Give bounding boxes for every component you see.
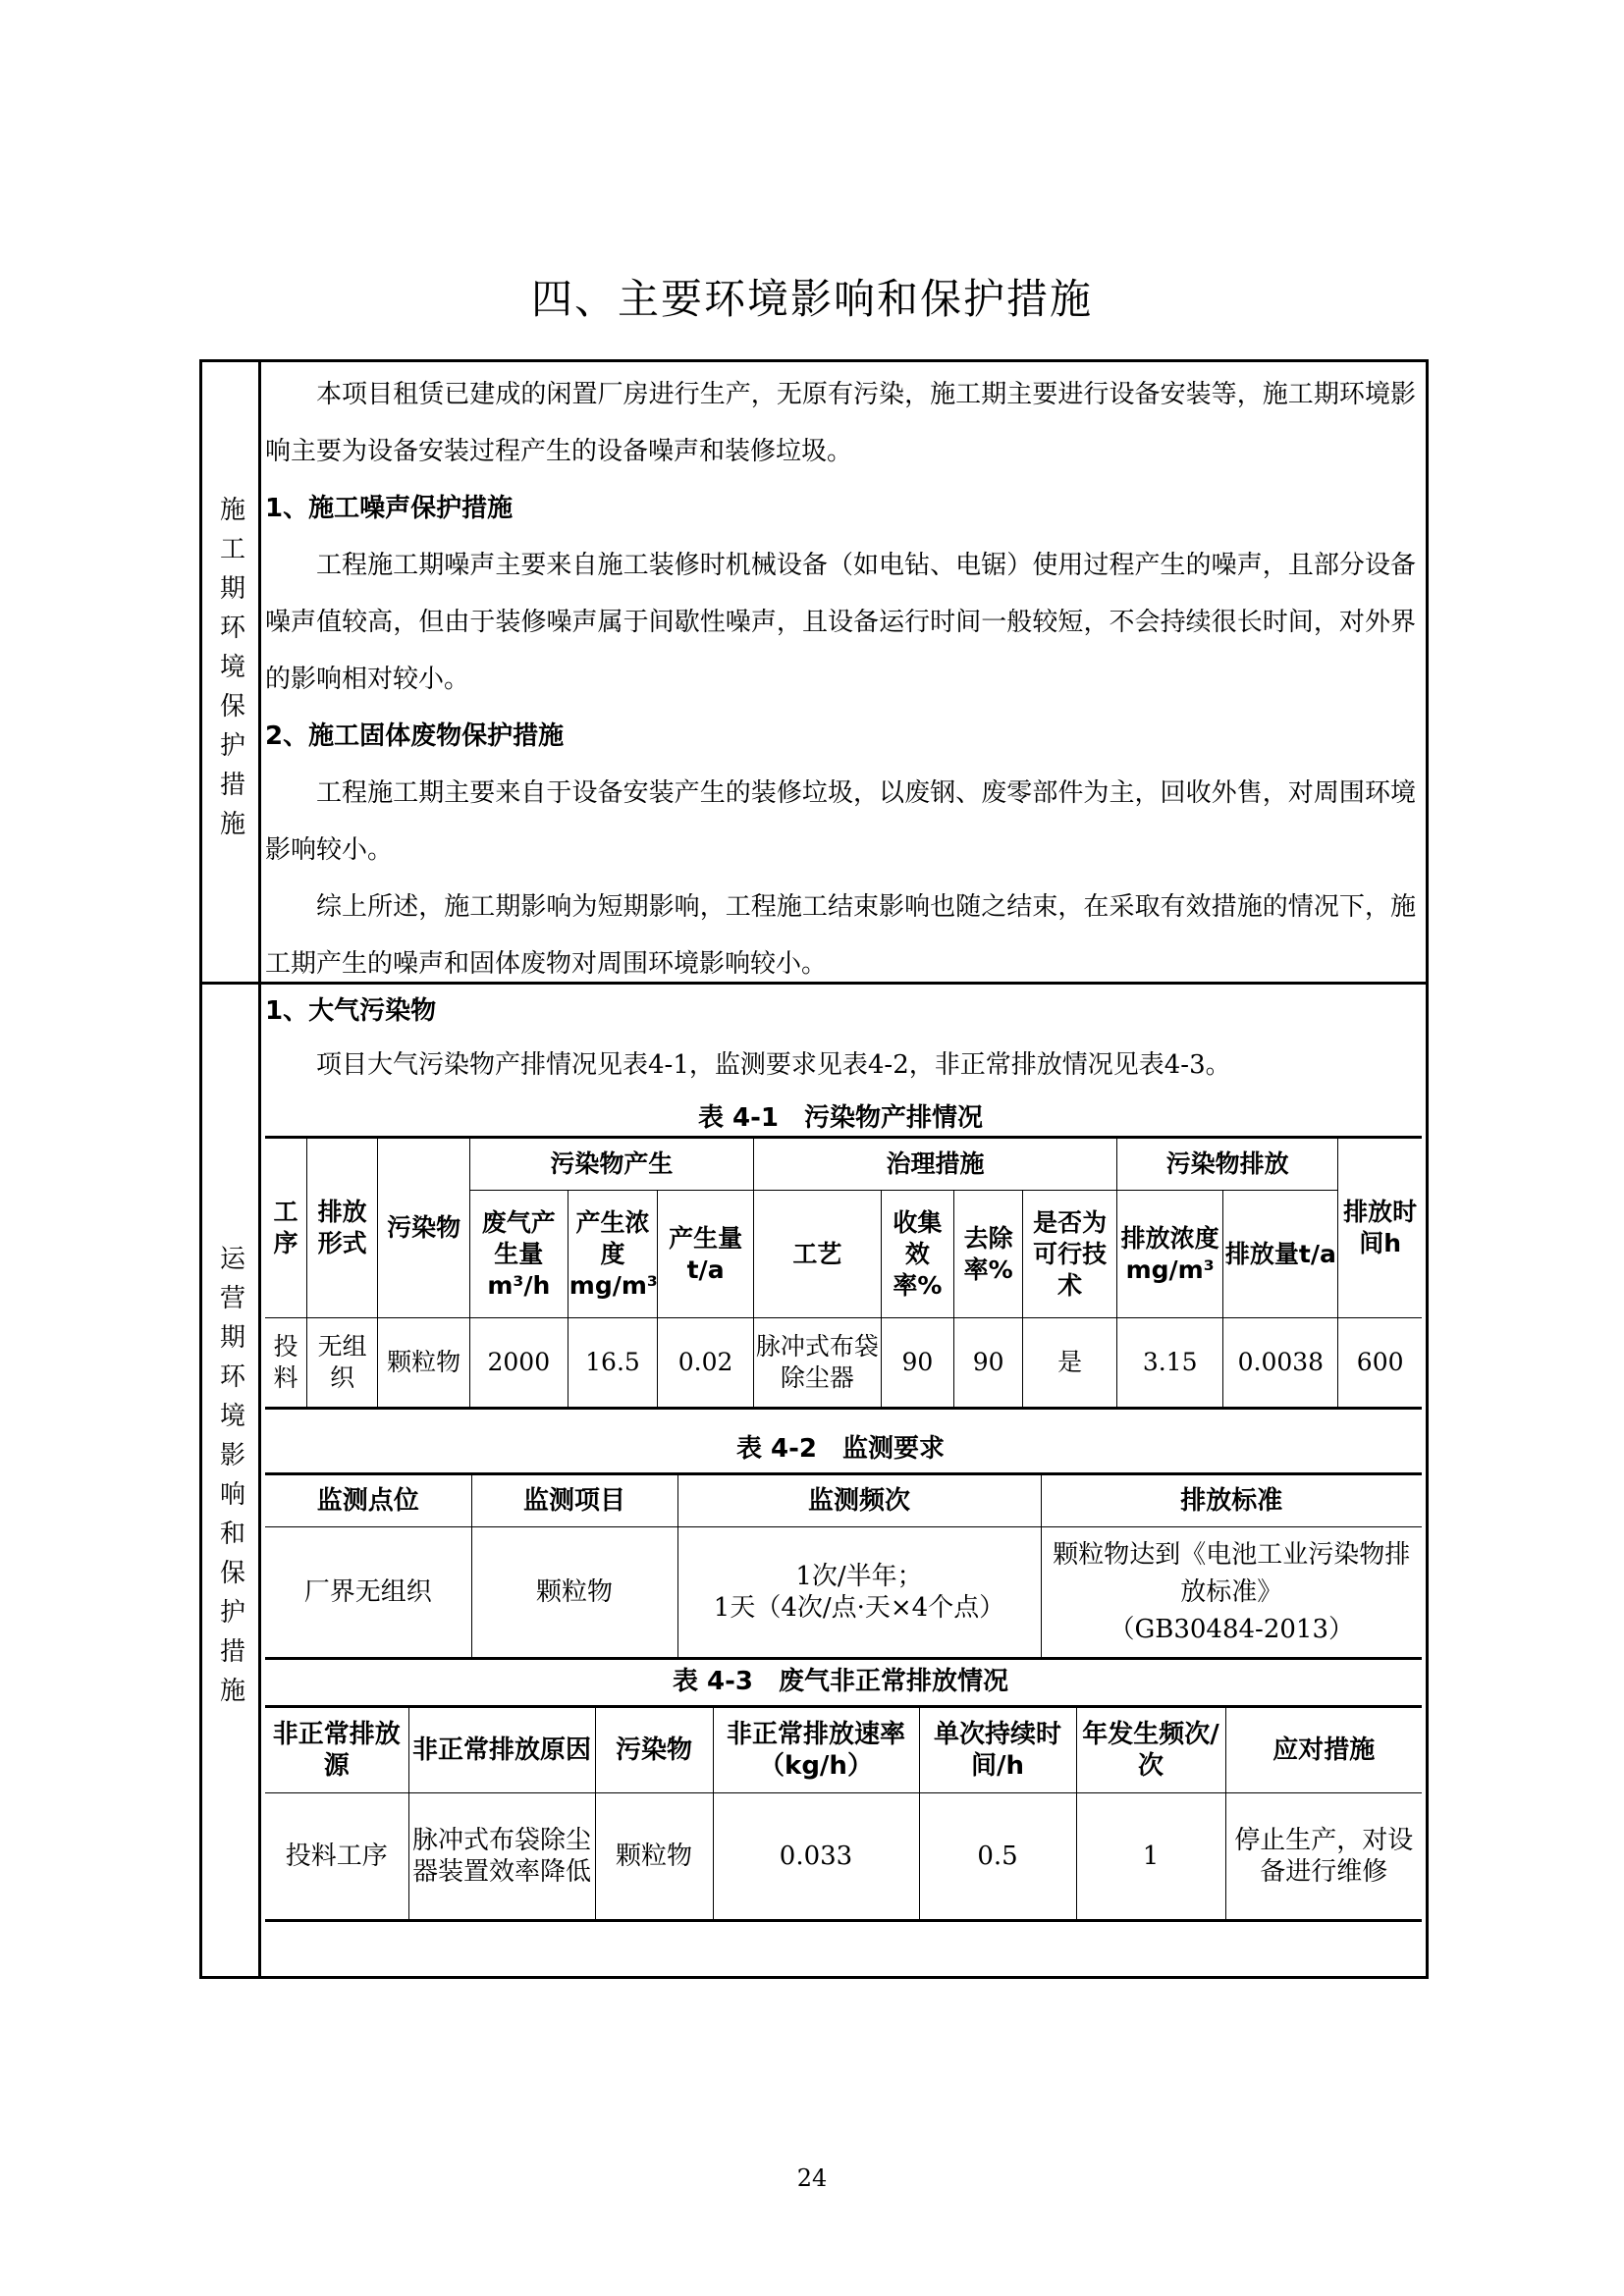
t1-header-emit-amount: 排放量t/a	[1223, 1191, 1338, 1318]
t3-header-measure: 应对措施	[1225, 1707, 1422, 1793]
table-row	[265, 1318, 1422, 1409]
table-4-1	[265, 1136, 1422, 1410]
t1-header-form: 排放形式	[307, 1138, 378, 1318]
t3-cell-measure: 停止生产，对设备进行维修	[1225, 1793, 1422, 1921]
t1-header-treatment: 治理措施	[753, 1138, 1116, 1191]
page-title: 四、主要环境影响和保护措施	[530, 275, 1093, 323]
table1-caption: 表 4-1 污染物产排情况	[697, 1103, 984, 1133]
t1-header-emission: 污染物排放	[1116, 1138, 1337, 1191]
t2-cell-item: 颗粒物	[471, 1527, 677, 1659]
main-frame	[199, 359, 1429, 1979]
t1-header-process: 工序	[265, 1138, 307, 1318]
construction-content	[265, 366, 1416, 982]
t1-cell-emit-amount: 0.0038	[1223, 1318, 1338, 1409]
t1-cell-process: 投料	[265, 1318, 307, 1409]
t1-header-conc: 产生浓度mg/m³	[568, 1191, 657, 1318]
t3-header-pollutant: 污染物	[595, 1707, 713, 1793]
t1-cell-amount: 0.02	[658, 1318, 754, 1409]
air-heading: 1、大气污染物	[265, 996, 437, 1026]
table-row	[265, 1793, 1422, 1921]
construction-side-label: 施工期环境保护措施	[215, 495, 245, 849]
t1-cell-emit-conc: 3.15	[1116, 1318, 1222, 1409]
t2-freq-line1: 1次/半年；	[795, 1562, 923, 1591]
t3-header-frequency: 年发生频次/次	[1076, 1707, 1225, 1793]
t3-cell-rate: 0.033	[713, 1793, 919, 1921]
t1-header-amount: 产生量t/a	[658, 1191, 754, 1318]
air-paragraph: 项目大气污染物产排情况见表4-1，监测要求见表4-2，非正常排放情况见表4-3。	[316, 1050, 1231, 1080]
t2-header-item: 监测项目	[471, 1474, 677, 1527]
t2-header-freq: 监测频次	[677, 1474, 1041, 1527]
table-row	[265, 1527, 1422, 1659]
t3-header-reason: 非正常排放原因	[408, 1707, 595, 1793]
t1-cell-tech: 脉冲式布袋除尘器	[753, 1318, 881, 1409]
t2-standard-code: （GB30484-2013）	[1109, 1615, 1355, 1644]
t1-cell-remove: 90	[954, 1318, 1023, 1409]
t3-header-duration: 单次持续时间/h	[919, 1707, 1076, 1793]
operation-side-label: 运营期环境影响和保护措施	[215, 1245, 245, 1716]
t1-cell-conc: 16.5	[568, 1318, 657, 1409]
t1-header-collect: 收集效率%	[881, 1191, 953, 1318]
t1-header-time: 排放时间h	[1338, 1138, 1422, 1318]
waste-heading: 2、施工固体废物保护措施	[265, 721, 565, 751]
t2-freq-line2: 1天（4次/点·天×4个点）	[713, 1593, 1005, 1623]
t1-header-feasible: 是否为可行技术	[1023, 1191, 1117, 1318]
waste-paragraph: 工程施工期主要来自于设备安装产生的装修垃圾，以废钢、废零部件为主，回收外售，对周围环境影响较小。	[265, 778, 1416, 865]
t3-cell-reason: 脉冲式布袋除尘器装置效率降低	[408, 1793, 595, 1921]
table2-caption: 表 4-2 监测要求	[735, 1434, 946, 1464]
construction-side-cell	[202, 362, 261, 982]
t1-cell-form: 无组织	[307, 1318, 378, 1409]
t3-header-source: 非正常排放源	[265, 1707, 408, 1793]
t2-cell-standard	[1041, 1527, 1422, 1659]
t1-header-remove: 去除率%	[954, 1191, 1023, 1318]
t1-header-emit-conc: 排放浓度mg/m³	[1116, 1191, 1222, 1318]
operation-section	[202, 985, 1426, 1976]
t1-header-pollutant: 污染物	[378, 1138, 470, 1318]
t2-standard-text: 颗粒物达到《电池工业污染物排放标准》	[1053, 1540, 1411, 1607]
operation-content	[265, 987, 1416, 1976]
t3-header-rate: 非正常排放速率（kg/h）	[713, 1707, 919, 1793]
t1-cell-gas: 2000	[469, 1318, 568, 1409]
t1-cell-time: 600	[1338, 1318, 1422, 1409]
t3-cell-duration: 0.5	[919, 1793, 1076, 1921]
t2-header-point: 监测点位	[265, 1474, 471, 1527]
t3-cell-pollutant: 颗粒物	[595, 1793, 713, 1921]
operation-side-cell	[202, 985, 261, 1976]
table-4-3	[265, 1705, 1422, 1922]
t1-header-gas: 废气产生量m³/h	[469, 1191, 568, 1318]
noise-paragraph: 工程施工期噪声主要来自施工装修时机械设备（如电钻、电锯）使用过程产生的噪声，且部分设备噪声值较高，但由于装修噪声属于间歇性噪声，且设备运行时间一般较短，不会持续很长时间，对外界的影响相对较小。	[265, 551, 1416, 694]
t2-cell-point: 厂界无组织	[265, 1527, 471, 1659]
t1-header-production: 污染物产生	[469, 1138, 753, 1191]
construction-intro: 本项目租赁已建成的闲置厂房进行生产，无原有污染，施工期主要进行设备安装等，施工期环境影响主要为设备安装过程产生的设备噪声和装修垃圾。	[265, 380, 1416, 466]
t1-cell-feasible: 是	[1023, 1318, 1117, 1409]
summary-paragraph: 综上所述，施工期影响为短期影响，工程施工结束影响也随之结束，在采取有效措施的情况下，施工期产生的噪声和固体废物对周围环境影响较小。	[265, 892, 1416, 979]
t1-cell-collect: 90	[881, 1318, 953, 1409]
t3-cell-source: 投料工序	[265, 1793, 408, 1921]
table-4-2	[265, 1472, 1422, 1660]
construction-section	[202, 362, 1426, 985]
table3-caption: 表 4-3 废气非正常排放情况	[672, 1667, 1009, 1696]
t2-header-standard: 排放标准	[1041, 1474, 1422, 1527]
t1-cell-pollutant: 颗粒物	[378, 1318, 470, 1409]
t1-header-tech: 工艺	[753, 1191, 881, 1318]
t2-cell-freq	[677, 1527, 1041, 1659]
t3-cell-frequency: 1	[1076, 1793, 1225, 1921]
page-number: 24	[796, 2164, 828, 2192]
noise-heading: 1、施工噪声保护措施	[265, 494, 514, 523]
